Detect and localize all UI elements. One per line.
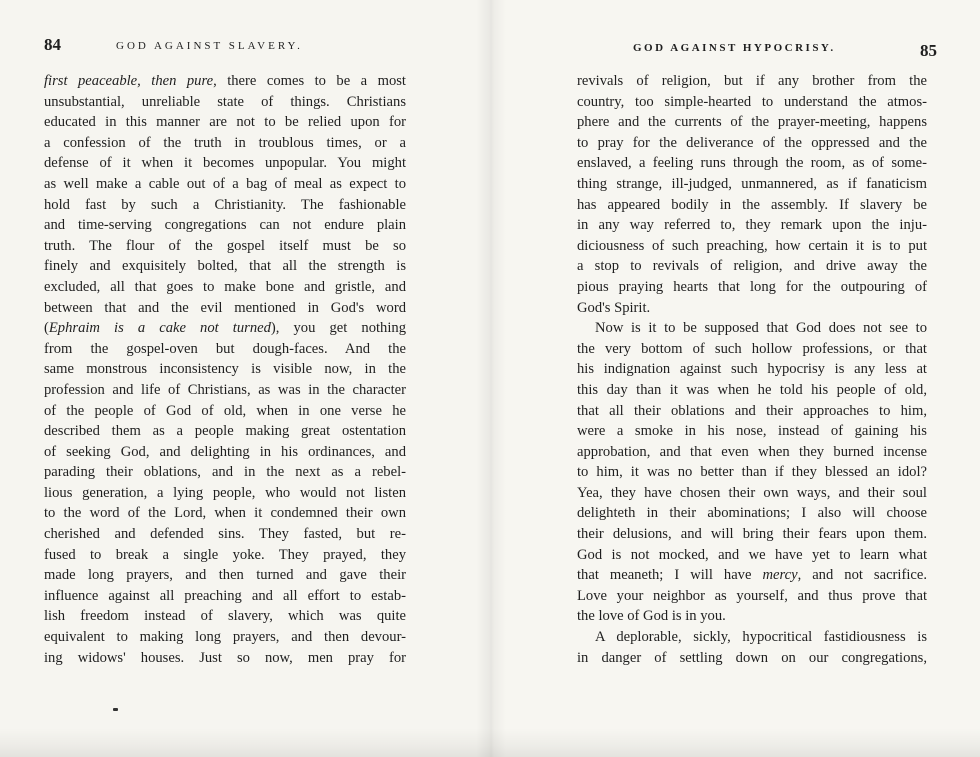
text-line	[577, 318, 927, 339]
text-line	[44, 606, 406, 627]
text-run: described them as a people making great ostentation	[44, 423, 406, 440]
text-run: in danger of settling down on our congregations,	[577, 649, 927, 666]
text-line	[44, 627, 406, 648]
text-line	[44, 339, 406, 360]
right-page	[490, 0, 980, 757]
text-run: God is not mocked, and we have yet to learn what	[577, 546, 927, 563]
text-line	[44, 503, 406, 524]
text-run: approbation, and that even when they burned incense	[577, 443, 927, 460]
text-line	[44, 256, 406, 277]
text-run: cherished and defended sins. They fasted, but re-	[44, 526, 406, 543]
text-line	[577, 112, 927, 133]
text-run: A deplorable, sickly, hypocritical fastidiousness is	[595, 629, 927, 646]
scan-bottom-edge	[0, 728, 980, 757]
text-run: the love of God is in you.	[577, 608, 726, 625]
text-line	[577, 236, 927, 257]
running-head: GOD AGAINST SLAVERY.	[116, 40, 303, 52]
text-line	[44, 195, 406, 216]
text-run: that all their oblations and their approaches to him,	[577, 402, 927, 419]
text-run: their delusions, and will bring their fears upon them.	[577, 526, 927, 543]
text-run: same monstrous inconsistency is visible now, in the	[44, 361, 406, 378]
text-run: ), you get nothing	[270, 320, 406, 337]
text-run: Now is it to be supposed that God does not see to	[595, 320, 927, 337]
text-line	[577, 401, 927, 422]
text-run: a stop to revivals of religion, and drive away the	[577, 258, 927, 275]
text-line	[44, 318, 406, 339]
text-run: lish freedom instead of slavery, which was quite	[44, 608, 406, 625]
text-run: were a smoke in his nose, instead of gaining his	[577, 423, 927, 440]
text-line	[44, 462, 406, 483]
text-run: Love your neighbor as yourself, and thus prove that	[577, 587, 927, 604]
text-run: delighteth in their abominations; I also will choose	[577, 505, 927, 522]
text-line	[44, 421, 406, 442]
text-line	[577, 215, 927, 236]
text-run: truth. The flour of the gospel itself must be so	[44, 237, 406, 254]
text-run: in any way referred to, they remark upon the inju-	[577, 217, 927, 234]
text-run: fused to break a single yoke. They prayed, they	[44, 546, 406, 563]
text-run: unsubstantial, unreliable state of things. Christians	[44, 93, 406, 110]
text-run: finely and exquisitely bolted, that all the strength is	[44, 258, 406, 275]
text-line	[577, 277, 927, 298]
text-line	[577, 606, 927, 627]
text-line	[44, 586, 406, 607]
text-line	[577, 483, 927, 504]
text-run: the very bottom of such hollow professions, or that	[577, 340, 927, 357]
text-run: equivalent to making long prayers, and then devour-	[44, 629, 406, 646]
text-line	[44, 442, 406, 463]
text-line	[577, 462, 927, 483]
text-run: (	[44, 320, 49, 337]
text-line	[44, 483, 406, 504]
text-run: Yea, they have chosen their own ways, and their soul	[577, 484, 927, 501]
text-line	[577, 359, 927, 380]
text-line	[44, 92, 406, 113]
text-line	[44, 71, 406, 92]
text-line	[577, 174, 927, 195]
text-line	[577, 648, 927, 669]
text-run: from the gospel-oven but dough-faces. And the	[44, 340, 406, 357]
text-run: educated in this manner are not to be relied upon for	[44, 114, 406, 131]
text-line	[577, 339, 927, 360]
text-line	[577, 133, 927, 154]
italic-text: Ephraim is a cake not turned	[48, 320, 271, 337]
text-run: to him, it was no better than if they blessed an idol?	[577, 464, 927, 481]
text-run: excluded, all that goes to make bone and gristle, and	[44, 278, 406, 295]
text-run: revivals of religion, but if any brother from the	[577, 73, 927, 89]
text-line	[44, 359, 406, 380]
text-line	[44, 565, 406, 586]
text-run: profession and life of Christians, as was in the character	[44, 381, 406, 398]
text-run: thing strange, ill-judged, unmannered, as if fanaticism	[577, 175, 927, 192]
text-run: between that and the evil mentioned in God's word	[44, 299, 406, 316]
text-line	[44, 401, 406, 422]
italic-text: mercy	[762, 567, 798, 584]
text-line	[44, 112, 406, 133]
text-line	[577, 545, 927, 566]
text-line	[44, 545, 406, 566]
text-run: of seeking God, and delighting in his ordinances, and	[44, 443, 406, 460]
text-run: enslaved, a feeling runs through the room, as of some-	[577, 155, 927, 172]
text-run: , there comes to be a most	[213, 73, 406, 89]
text-line	[577, 586, 927, 607]
text-line	[44, 277, 406, 298]
text-line	[44, 380, 406, 401]
text-line	[577, 524, 927, 545]
book-gutter	[476, 0, 506, 757]
text-run: of the people of God of old, when in one verse he	[44, 402, 406, 419]
text-line	[577, 442, 927, 463]
text-line	[577, 421, 927, 442]
ink-speck	[113, 708, 118, 711]
text-line	[577, 503, 927, 524]
text-run: to the word of the Lord, when it condemned their own	[44, 505, 406, 522]
text-run: and time-serving congregations can not endure plain	[44, 217, 406, 234]
text-line	[577, 256, 927, 277]
text-line	[577, 298, 927, 319]
text-run: parading their oblations, and in the next as a rebel-	[44, 464, 406, 481]
text-run: ing widows' houses. Just so now, men pray for	[44, 649, 406, 666]
text-line	[44, 648, 406, 669]
text-run: pious praying hearts that long for the outpouring of	[577, 278, 927, 295]
text-run: God's Spirit.	[577, 299, 651, 316]
page-number: 85	[920, 41, 937, 60]
text-line	[577, 153, 927, 174]
body-text	[577, 71, 927, 668]
text-line	[44, 174, 406, 195]
text-run: lious generation, a lying people, who would not listen	[44, 484, 406, 501]
text-run: a confession of the truth in troublous times, or a	[44, 134, 406, 151]
text-run: , and not sacrifice.	[797, 567, 927, 584]
text-line	[577, 627, 927, 648]
text-line	[577, 195, 927, 216]
text-line	[44, 298, 406, 319]
text-run: influence against all preaching and all effort to estab-	[44, 587, 406, 604]
text-line	[44, 236, 406, 257]
text-run: defense of it when it becomes unpopular. You might	[44, 155, 406, 172]
text-run: diciousness of such preaching, how certain it is to put	[577, 237, 927, 254]
text-line	[577, 71, 927, 92]
page-number: 84	[44, 35, 61, 54]
text-line	[44, 153, 406, 174]
text-run: his indignation against such hypocrisy is any less at	[577, 361, 927, 378]
text-run: has appeared bodily in the assembly. If slavery be	[577, 196, 927, 213]
text-line	[577, 92, 927, 113]
text-run: to pray for the deliverance of the oppressed and the	[577, 134, 927, 151]
text-run: country, too simple-hearted to understand the atmos-	[577, 93, 927, 110]
text-run: hold fast by such a Christianity. The fashionable	[44, 196, 406, 213]
italic-text: first peaceable, then pure	[44, 73, 214, 89]
text-run: made long prayers, and then turned and gave their	[44, 567, 406, 584]
text-run: this day than it was when he told his people of old,	[577, 381, 927, 398]
text-run: that meaneth; I will have	[577, 567, 763, 584]
text-line	[577, 380, 927, 401]
body-text	[44, 71, 406, 668]
text-line	[44, 524, 406, 545]
running-head: GOD AGAINST HYPOCRISY.	[633, 42, 836, 54]
text-line	[577, 565, 927, 586]
text-run: phere and the currents of the prayer-meeting, happens	[577, 114, 927, 131]
text-run: as well make a cable out of a bag of meal as expect to	[44, 175, 406, 192]
text-line	[44, 215, 406, 236]
text-line	[44, 133, 406, 154]
